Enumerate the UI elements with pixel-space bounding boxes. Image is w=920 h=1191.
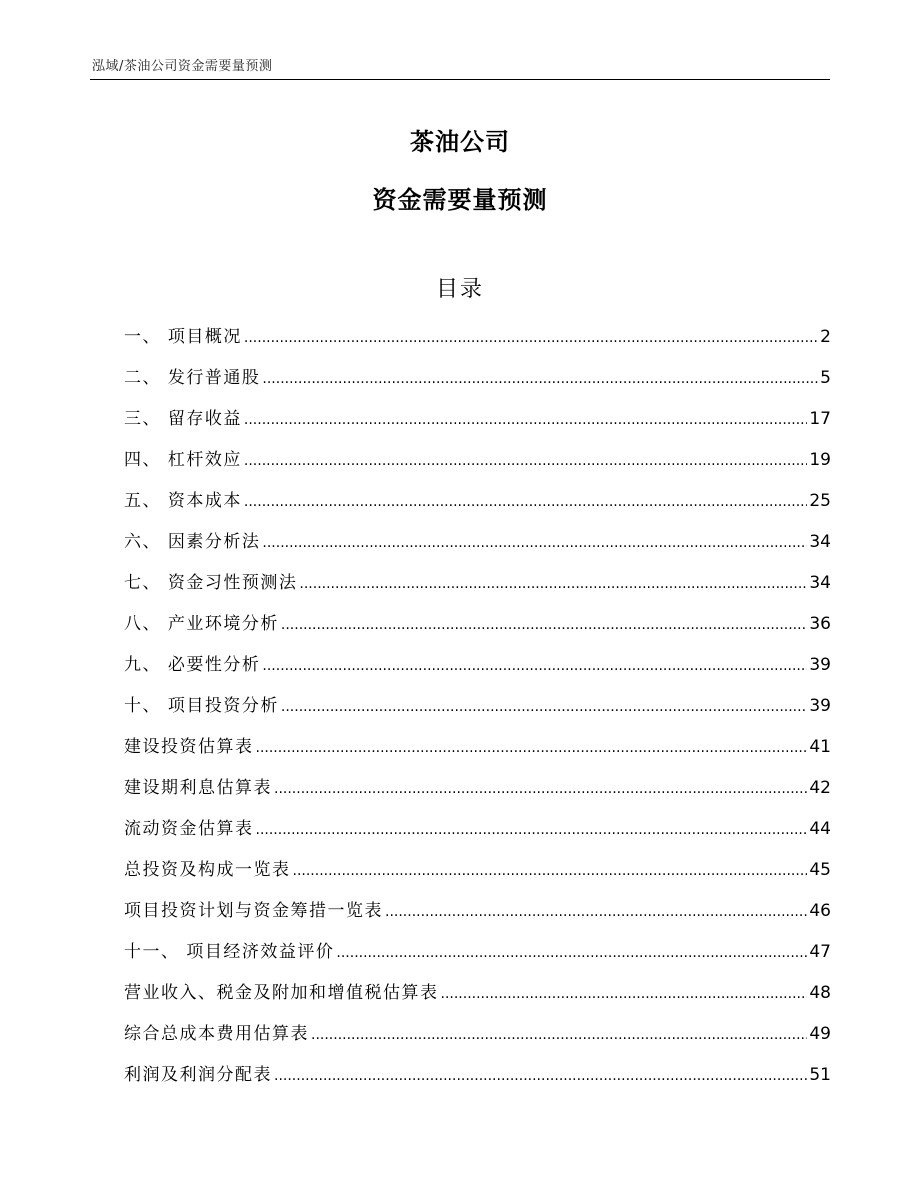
header-divider xyxy=(90,79,830,80)
toc-entry-page: 36 xyxy=(809,614,831,634)
toc-dot-leader xyxy=(244,441,807,482)
toc-dot-leader xyxy=(256,810,808,851)
toc-entry-page: 34 xyxy=(809,573,831,593)
toc-entry-label: 三、 留存收益 xyxy=(124,409,242,429)
toc-entry-page: 39 xyxy=(809,655,831,675)
toc-entry[interactable] xyxy=(124,768,831,809)
toc-dot-leader xyxy=(274,1056,807,1097)
toc-dot-leader xyxy=(281,605,807,646)
toc-entry-label: 利润及利润分配表 xyxy=(124,1065,272,1085)
toc-entry-label: 十一、 项目经济效益评价 xyxy=(124,942,335,962)
document-title: 茶油公司 xyxy=(410,128,510,156)
toc-entry-page: 46 xyxy=(809,901,831,921)
toc-entry-label: 七、 资金习性预测法 xyxy=(124,573,298,593)
toc-dot-leader xyxy=(262,646,807,687)
toc-dot-leader xyxy=(441,974,808,1015)
toc-entry-label: 总投资及构成一览表 xyxy=(124,860,291,880)
toc-entry-page: 19 xyxy=(809,450,831,470)
toc-entry[interactable] xyxy=(124,727,831,768)
toc-entry[interactable] xyxy=(124,522,831,563)
toc-entry-page: 51 xyxy=(809,1065,831,1085)
toc-dot-leader xyxy=(385,892,807,933)
toc-entry-page: 34 xyxy=(809,532,831,552)
toc-entry[interactable] xyxy=(124,440,831,481)
toc-dot-leader xyxy=(244,482,807,523)
toc-entry-page: 48 xyxy=(809,983,831,1003)
toc-dot-leader xyxy=(299,564,807,605)
toc-entry-label: 综合总成本费用估算表 xyxy=(124,1024,309,1044)
toc-entry[interactable] xyxy=(124,1055,831,1096)
toc-entry-page: 42 xyxy=(809,778,831,798)
toc-entry-label: 二、 发行普通股 xyxy=(124,368,261,388)
toc-entry[interactable] xyxy=(124,686,831,727)
running-header: 泓域/茶油公司资金需要量预测 xyxy=(92,59,273,74)
toc-entry-page: 5 xyxy=(820,368,831,388)
toc-entry[interactable] xyxy=(124,399,831,440)
toc-entry[interactable] xyxy=(124,1014,831,1055)
toc-entry[interactable] xyxy=(124,358,831,399)
toc-entry-label: 六、 因素分析法 xyxy=(124,532,261,552)
document-subtitle: 资金需要量预测 xyxy=(372,186,548,214)
toc-entry[interactable] xyxy=(124,317,831,358)
toc-dot-leader xyxy=(293,851,808,892)
toc-entry[interactable] xyxy=(124,563,831,604)
toc-entry-page: 17 xyxy=(809,409,831,429)
toc-entry-page: 25 xyxy=(809,491,831,511)
toc-dot-leader xyxy=(244,318,818,359)
toc-dot-leader xyxy=(311,1015,807,1056)
table-of-contents xyxy=(124,317,831,1096)
toc-heading: 目录 xyxy=(435,277,484,302)
toc-entry[interactable] xyxy=(124,809,831,850)
toc-entry-label: 流动资金估算表 xyxy=(124,819,254,839)
toc-entry-page: 47 xyxy=(809,942,831,962)
toc-entry-label: 四、 杠杆效应 xyxy=(124,450,242,470)
toc-entry-label: 一、 项目概况 xyxy=(124,327,242,347)
toc-entry-label: 八、 产业环境分析 xyxy=(124,614,279,634)
toc-entry[interactable] xyxy=(124,891,831,932)
toc-dot-leader xyxy=(281,687,807,728)
toc-entry[interactable] xyxy=(124,645,831,686)
toc-entry-page: 45 xyxy=(809,860,831,880)
toc-entry-label: 建设投资估算表 xyxy=(124,737,254,757)
toc-entry[interactable] xyxy=(124,932,831,973)
toc-entry[interactable] xyxy=(124,604,831,645)
toc-entry-page: 44 xyxy=(809,819,831,839)
toc-entry-label: 九、 必要性分析 xyxy=(124,655,261,675)
toc-entry[interactable] xyxy=(124,973,831,1014)
toc-entry-label: 项目投资计划与资金筹措一览表 xyxy=(124,901,383,921)
toc-entry-label: 五、 资本成本 xyxy=(124,491,242,511)
toc-dot-leader xyxy=(336,933,807,974)
toc-dot-leader xyxy=(256,728,808,769)
toc-dot-leader xyxy=(274,769,807,810)
toc-entry-label: 营业收入、税金及附加和增值税估算表 xyxy=(124,983,439,1003)
toc-entry-label: 建设期利息估算表 xyxy=(124,778,272,798)
toc-entry[interactable] xyxy=(124,481,831,522)
toc-entry-page: 39 xyxy=(809,696,831,716)
toc-entry-page: 49 xyxy=(809,1024,831,1044)
toc-entry[interactable] xyxy=(124,850,831,891)
toc-entry-page: 41 xyxy=(809,737,831,757)
toc-entry-label: 十、 项目投资分析 xyxy=(124,696,279,716)
toc-dot-leader xyxy=(262,359,818,400)
toc-dot-leader xyxy=(262,523,807,564)
toc-dot-leader xyxy=(244,400,807,441)
toc-entry-page: 2 xyxy=(820,327,831,347)
